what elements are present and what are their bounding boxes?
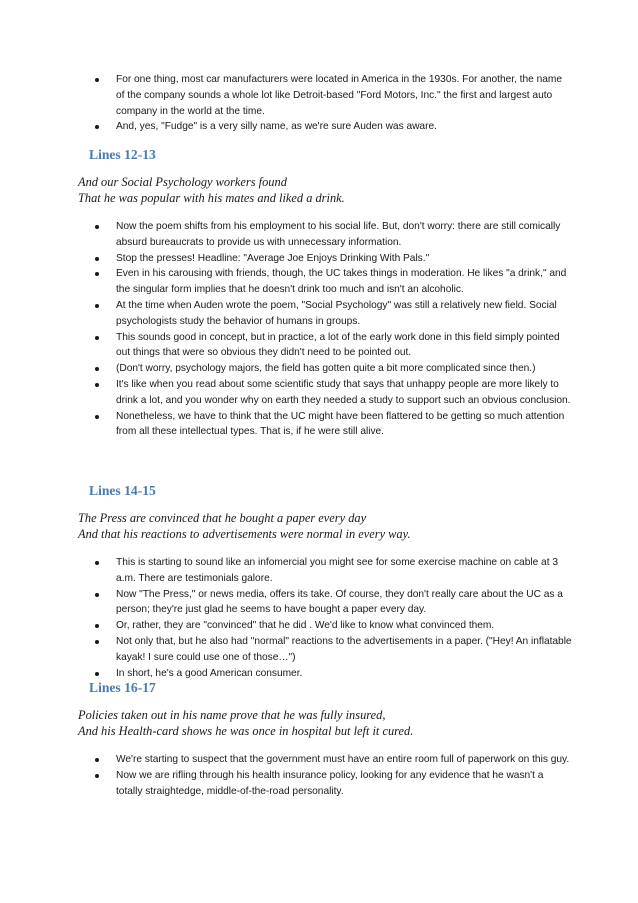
list-item: Even in his carousing with friends, though, the UC takes things in moderation. He likes "a drink," and the singular form implies that he doesn't drink too much and isn't an alcoholic. bbox=[0, 266, 638, 298]
bullet-icon bbox=[95, 336, 99, 340]
section-heading: Lines 12-13 bbox=[89, 147, 156, 162]
section-lines-12-13 bbox=[0, 146, 638, 440]
list-item: (Don't worry, psychology majors, the field has gotten quite a bit more complicated since then.) bbox=[0, 361, 638, 377]
bullet-icon bbox=[95, 225, 99, 229]
intro-section bbox=[0, 72, 638, 135]
list-item: Nonetheless, we have to think that the UC might have been flattered to be getting so much attention from all these intellectual types. That is, if he were still alive. bbox=[0, 409, 638, 441]
list-item: This is starting to sound like an infomercial you might see for some exercise machine on cable at 3 a.m. There are testimonials galore. bbox=[0, 555, 638, 587]
list-item: We're starting to suspect that the government must have an entire room full of paperwork on this guy. bbox=[0, 752, 638, 768]
bullet-list bbox=[0, 555, 638, 681]
quote-line: That he was popular with his mates and liked a drink. bbox=[78, 191, 345, 205]
list-item: Not only that, but he also had "normal" reactions to the advertisements in a paper. ("Hey! An inflatable kayak! I sure could use one of those…") bbox=[0, 634, 638, 666]
list-item: Now we are rifling through his health insurance policy, looking for any evidence that he wasn't a totally straightedge, middle-of-the-road personality. bbox=[0, 768, 638, 800]
section-heading: Lines 14-15 bbox=[89, 483, 156, 498]
quote-line: And our Social Psychology workers found bbox=[78, 175, 287, 189]
list-item: Now the poem shifts from his employment to his social life. But, don't worry: there are still comically absurd bureaucrats to provide us with unnecessary information. bbox=[0, 219, 638, 251]
bullet-icon bbox=[95, 624, 99, 628]
poem-quote bbox=[0, 174, 638, 206]
poem-quote bbox=[0, 707, 638, 739]
bullet-icon bbox=[95, 125, 99, 129]
bullet-list bbox=[0, 72, 638, 135]
list-item: And, yes, "Fudge" is a very silly name, as we're sure Auden was aware. bbox=[0, 119, 638, 135]
section-lines-14-15 bbox=[0, 482, 638, 681]
quote-line: Policies taken out in his name prove that he was fully insured, bbox=[78, 708, 386, 722]
bullet-icon bbox=[95, 383, 99, 387]
bullet-icon bbox=[95, 257, 99, 261]
list-item: For one thing, most car manufacturers were located in America in the 1930s. For another, the name of the company sounds a whole lot like Detroit-based "Ford Motors, Inc." the first and largest auto company in the world at the time. bbox=[0, 72, 638, 119]
bullet-icon bbox=[95, 561, 99, 565]
bullet-icon bbox=[95, 415, 99, 419]
list-item: It's like when you read about some scientific study that says that unhappy people are more likely to drink a lot, and you wonder why on earth they needed a study to support such an obvious conclusion. bbox=[0, 377, 638, 409]
bullet-icon bbox=[95, 640, 99, 644]
list-item: Now "The Press," or news media, offers its take. Of course, they don't really care about the UC as a person; they're just glad he seems to have bought a paper every day. bbox=[0, 587, 638, 619]
list-item: In short, he's a good American consumer. bbox=[0, 666, 638, 682]
section-lines-16-17 bbox=[0, 679, 638, 799]
bullet-icon bbox=[95, 272, 99, 276]
bullet-list bbox=[0, 219, 638, 440]
poem-quote bbox=[0, 510, 638, 542]
bullet-icon bbox=[95, 774, 99, 778]
section-heading: Lines 16-17 bbox=[89, 680, 156, 695]
quote-line: The Press are convinced that he bought a paper every day bbox=[78, 511, 367, 525]
list-item: Or, rather, they are "convinced" that he did . We'd like to know what convinced them. bbox=[0, 618, 638, 634]
bullet-icon bbox=[95, 672, 99, 676]
bullet-list bbox=[0, 752, 638, 799]
bullet-icon bbox=[95, 367, 99, 371]
bullet-icon bbox=[95, 593, 99, 597]
bullet-icon bbox=[95, 758, 99, 762]
list-item: At the time when Auden wrote the poem, "Social Psychology" was still a relatively new field. Social psychologists study the behavior of humans in groups. bbox=[0, 298, 638, 330]
bullet-icon bbox=[95, 78, 99, 82]
quote-line: And that his reactions to advertisements were normal in every way. bbox=[78, 527, 411, 541]
list-item: This sounds good in concept, but in practice, a lot of the early work done in this field simply pointed out things that were so obvious they didn't need to be pointed out. bbox=[0, 330, 638, 362]
bullet-icon bbox=[95, 304, 99, 308]
list-item: Stop the presses! Headline: "Average Joe Enjoys Drinking With Pals." bbox=[0, 251, 638, 267]
quote-line: And his Health-card shows he was once in hospital but left it cured. bbox=[78, 724, 414, 738]
